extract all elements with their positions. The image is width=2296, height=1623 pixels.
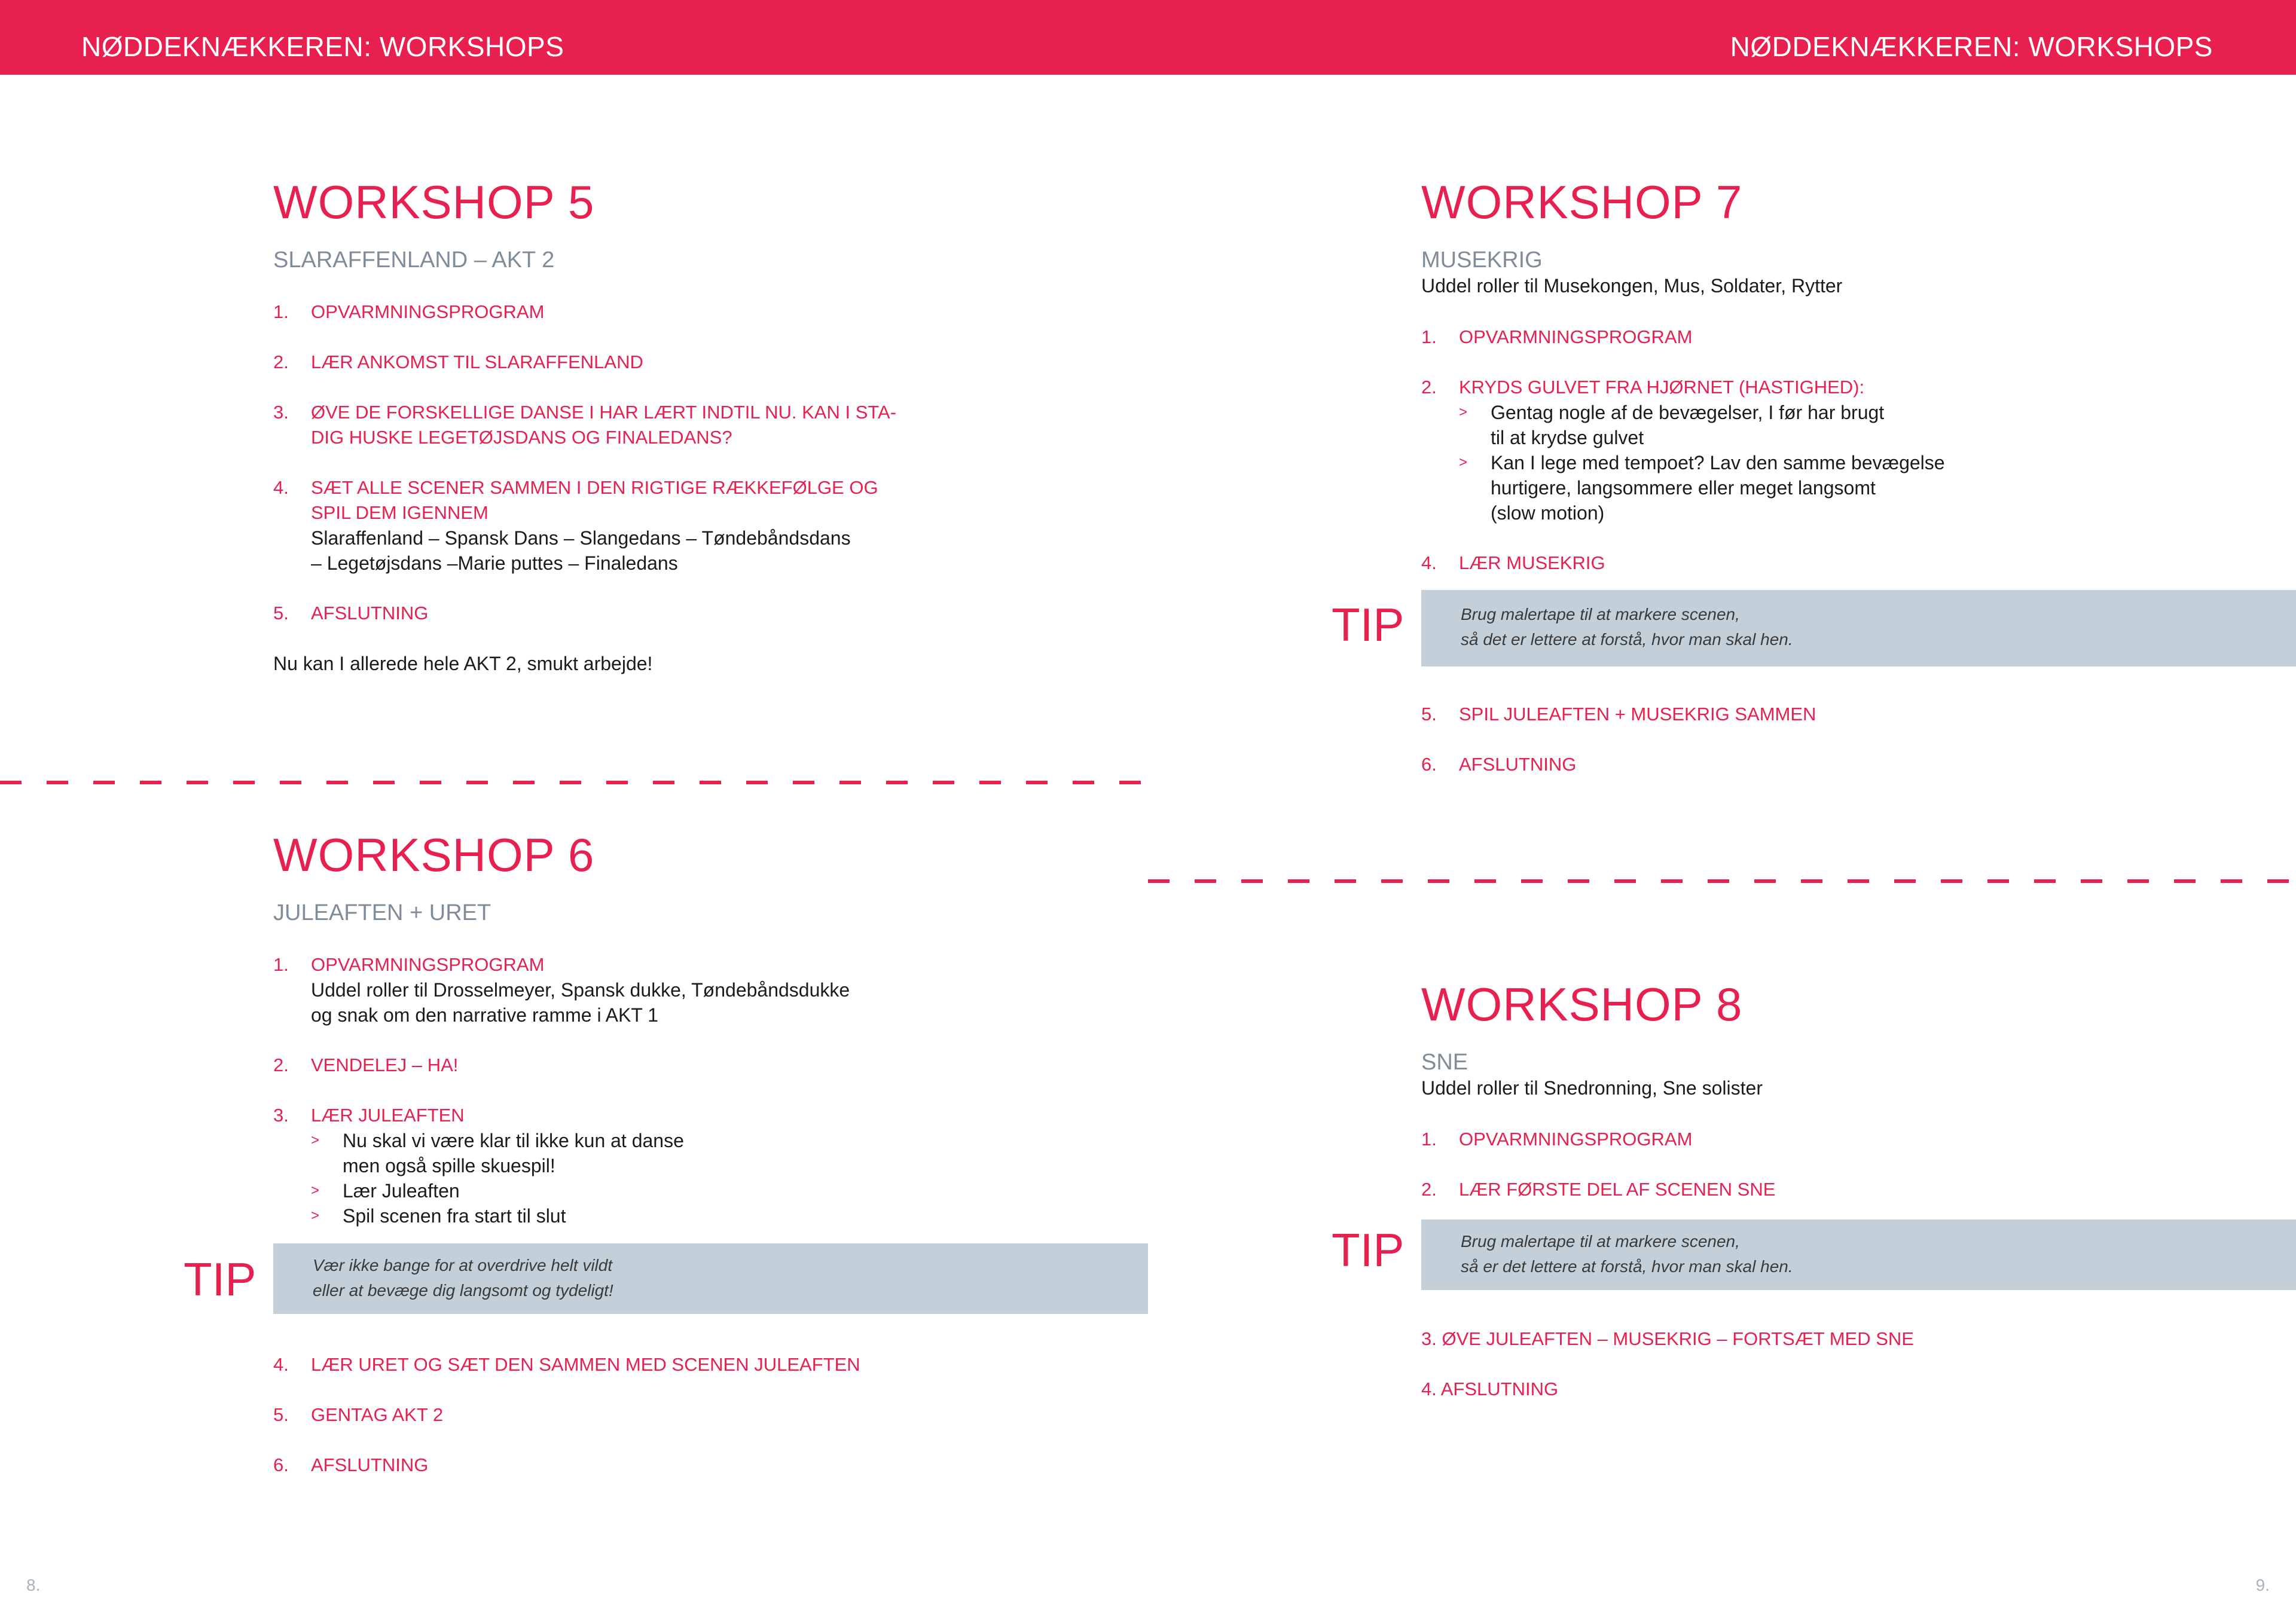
bullet-text: Gentag nogle af de bevægelser, I før har brugt bbox=[1491, 402, 1885, 423]
workshop-6-subtitle: JULEAFTEN + URET bbox=[273, 900, 491, 925]
bullet-text: men også spille skuespil! bbox=[343, 1155, 555, 1176]
tip-box bbox=[1421, 590, 2296, 667]
item-title: AFSLUTNING bbox=[311, 603, 429, 623]
item-title: LÆR FØRSTE DEL AF SCENEN SNE bbox=[1459, 1179, 1776, 1200]
item-title: GENTAG AKT 2 bbox=[311, 1404, 444, 1425]
item-number: 3. bbox=[273, 402, 289, 423]
closing-text: Nu kan I allerede hele AKT 2, smukt arbejde! bbox=[273, 653, 653, 674]
item-number: 6. bbox=[273, 1454, 289, 1475]
item-number: 2. bbox=[273, 1055, 289, 1075]
header-title-left: NØDDEKNÆKKEREN: WORKSHOPS bbox=[81, 31, 564, 62]
workshop-6 bbox=[184, 828, 1148, 1486]
page-number-left: 8. bbox=[26, 1576, 41, 1594]
item-title: SPIL JULEAFTEN + MUSEKRIG SAMMEN bbox=[1459, 704, 1816, 725]
item-title: LÆR URET OG SÆT DEN SAMMEN MED SCENEN JULEAFTEN bbox=[311, 1354, 860, 1375]
item-number: 5. bbox=[273, 603, 289, 623]
item-title: OPVARMNINGSPROGRAM bbox=[311, 954, 545, 975]
dashed-divider-left bbox=[0, 781, 1148, 784]
item-title: AFSLUTNING bbox=[1459, 754, 1577, 775]
tip-box bbox=[273, 1243, 1148, 1314]
tip-text: eller at bevæge dig langsomt og tydeligt! bbox=[313, 1281, 613, 1300]
item-title: OPVARMNINGSPROGRAM bbox=[1459, 1129, 1693, 1150]
header-bar bbox=[0, 0, 2296, 75]
item-number: 4. bbox=[1421, 552, 1437, 573]
item-title: VENDELEJ – HA! bbox=[311, 1055, 459, 1075]
workshop-8 bbox=[1332, 977, 2296, 1420]
workshop-7-subtitle: MUSEKRIG bbox=[1421, 247, 1543, 273]
item-number: 3. bbox=[273, 1105, 289, 1126]
item-number: 6. bbox=[1421, 754, 1437, 775]
item-number: 1. bbox=[1421, 1129, 1437, 1150]
item-title: ØVE DE FORSKELLIGE DANSE I HAR LÆRT INDTIL NU. KAN I STA- bbox=[311, 402, 897, 423]
item-body: – Legetøjsdans –Marie puttes – Finaledans bbox=[311, 552, 678, 574]
bullet-marker: > bbox=[311, 1182, 320, 1199]
item-number: 4. bbox=[273, 477, 289, 498]
header-title-right: NØDDEKNÆKKEREN: WORKSHOPS bbox=[1730, 31, 2213, 62]
bullet-marker: > bbox=[1459, 454, 1468, 470]
workshop-5-subtitle: SLARAFFENLAND – AKT 2 bbox=[273, 247, 555, 273]
bullet-text: Nu skal vi være klar til ikke kun at danse bbox=[343, 1130, 684, 1151]
item-number: 1. bbox=[273, 954, 289, 975]
tip-text: Vær ikke bange for at overdrive helt vildt bbox=[313, 1256, 613, 1274]
workshop-7-title: WORKSHOP 7 bbox=[1421, 176, 1743, 228]
item-body: Slaraffenland – Spansk Dans – Slangedans – Tøndebåndsdans bbox=[311, 527, 851, 549]
item-title: OPVARMNINGSPROGRAM bbox=[311, 301, 545, 322]
tip-text: så det er lettere at forstå, hvor man skal hen. bbox=[1461, 630, 1793, 649]
item-number: 1. bbox=[1421, 326, 1437, 347]
tip-box bbox=[1421, 1219, 2296, 1290]
workshop-5-title: WORKSHOP 5 bbox=[273, 176, 595, 228]
item-title: 3. ØVE JULEAFTEN – MUSEKRIG – FORTSÆT MED SNE bbox=[1421, 1328, 1914, 1349]
tip-text: Brug malertape til at markere scenen, bbox=[1461, 1232, 1740, 1251]
item-body: Uddel roller til Drosselmeyer, Spansk dukke, Tøndebåndsdukke bbox=[311, 979, 850, 1001]
bullet-marker: > bbox=[311, 1208, 320, 1224]
tip-text: Brug malertape til at markere scenen, bbox=[1461, 605, 1740, 623]
dashed-divider-right bbox=[1148, 879, 2296, 883]
workshop-7-intro: Uddel roller til Musekongen, Mus, Soldater, Rytter bbox=[1421, 275, 1843, 297]
item-title: SÆT ALLE SCENER SAMMEN I DEN RIGTIGE RÆKKEFØLGE OG bbox=[311, 477, 878, 498]
workshop-7 bbox=[1332, 175, 2296, 803]
bullet-text: Kan I lege med tempoet? Lav den samme bevægelse bbox=[1491, 452, 1945, 473]
bullet-text: hurtigere, langsommere eller meget langsomt bbox=[1491, 477, 1876, 499]
bullet-text: Spil scenen fra start til slut bbox=[343, 1205, 566, 1227]
bullet-text: til at krydse gulvet bbox=[1491, 427, 1644, 448]
workshop-5 bbox=[273, 175, 1110, 683]
item-title: DIG HUSKE LEGETØJSDANS OG FINALEDANS? bbox=[311, 427, 732, 448]
item-title: SPIL DEM IGENNEM bbox=[311, 502, 488, 523]
workshop-6-title: WORKSHOP 6 bbox=[273, 829, 595, 881]
workshop-8-intro: Uddel roller til Snedronning, Sne solister bbox=[1421, 1077, 1763, 1099]
bullet-marker: > bbox=[1459, 404, 1468, 420]
item-number: 5. bbox=[1421, 704, 1437, 725]
item-number: 2. bbox=[1421, 377, 1437, 398]
item-title: AFSLUTNING bbox=[311, 1454, 429, 1475]
item-number: 5. bbox=[273, 1404, 289, 1425]
page-number-right: 9. bbox=[2255, 1576, 2270, 1594]
workshop-8-title: WORKSHOP 8 bbox=[1421, 978, 1743, 1031]
tip-label: TIP bbox=[1332, 598, 1405, 651]
item-title: OPVARMNINGSPROGRAM bbox=[1459, 326, 1693, 347]
item-number: 1. bbox=[273, 301, 289, 322]
item-number: 2. bbox=[1421, 1179, 1437, 1200]
workshop-8-subtitle: SNE bbox=[1421, 1050, 1468, 1075]
item-body: og snak om den narrative ramme i AKT 1 bbox=[311, 1004, 659, 1026]
item-number: 2. bbox=[273, 352, 289, 372]
bullet-marker: > bbox=[311, 1132, 320, 1148]
item-number: 4. bbox=[273, 1354, 289, 1375]
item-title: KRYDS GULVET FRA HJØRNET (HASTIGHED): bbox=[1459, 377, 1865, 398]
bullet-text: Lær Juleaften bbox=[343, 1180, 460, 1202]
tip-text: så er det lettere at forstå, hvor man skal hen. bbox=[1461, 1257, 1793, 1276]
tip-label: TIP bbox=[184, 1253, 257, 1306]
item-title: LÆR MUSEKRIG bbox=[1459, 552, 1605, 573]
item-title: LÆR JULEAFTEN bbox=[311, 1105, 465, 1126]
item-title: LÆR ANKOMST TIL SLARAFFENLAND bbox=[311, 352, 643, 372]
item-title: 4. AFSLUTNING bbox=[1421, 1379, 1559, 1399]
bullet-text: (slow motion) bbox=[1491, 502, 1605, 524]
tip-label: TIP bbox=[1332, 1224, 1405, 1276]
